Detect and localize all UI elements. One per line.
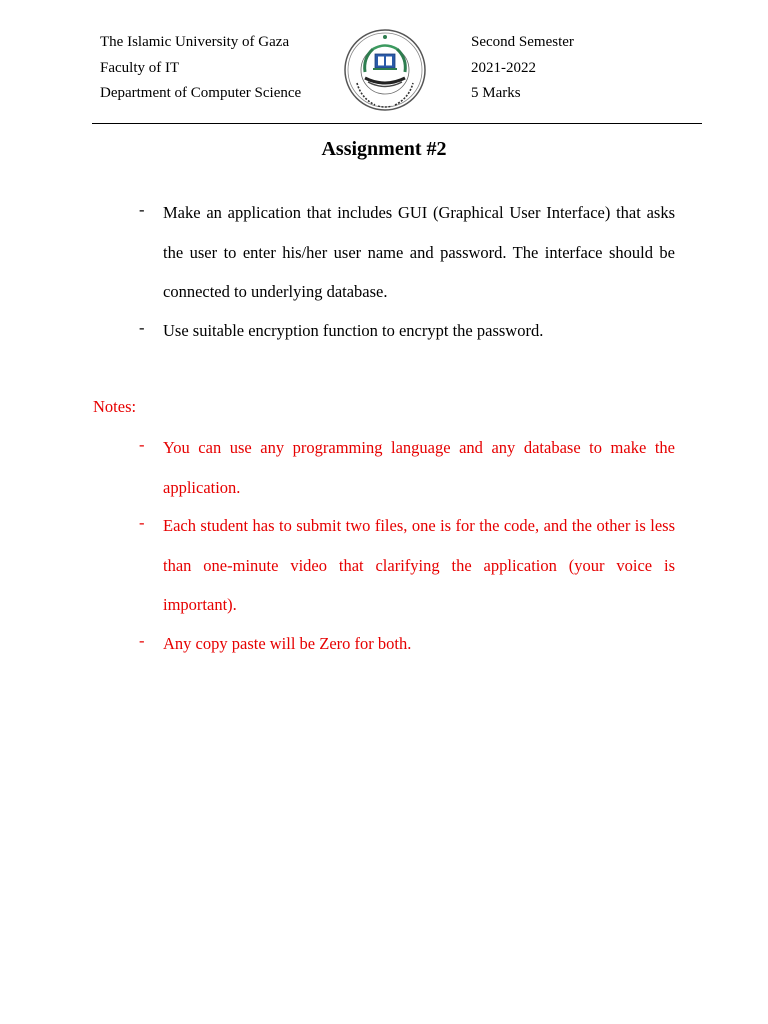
note-item bbox=[139, 428, 679, 508]
header-left bbox=[100, 30, 301, 107]
bullet-dash: - bbox=[139, 435, 145, 454]
university-seal-icon bbox=[343, 28, 427, 112]
note-item bbox=[139, 506, 679, 626]
note-text: Any copy paste will be Zero for both. bbox=[163, 634, 412, 653]
header-right bbox=[471, 30, 574, 107]
note-item bbox=[139, 624, 679, 664]
bullet-dash: - bbox=[139, 200, 145, 219]
requirement-item bbox=[139, 193, 679, 313]
department-name: Department of Computer Science bbox=[100, 85, 302, 101]
note-text: Each student has to submit two files, one is for the code, and the other is less than one-minute video that clarifying the application (your voice is important). bbox=[163, 516, 675, 614]
requirement-text: Make an application that includes GUI (Graphical User Interface) that asks the user to enter his/her user name and password. The interface should be connected to underlying database. bbox=[163, 203, 675, 301]
academic-year: 2021-2022 bbox=[471, 59, 536, 76]
header-divider bbox=[92, 123, 702, 124]
note-text: You can use any programming language and any database to make the application. bbox=[163, 438, 675, 497]
bullet-dash: - bbox=[139, 513, 145, 532]
requirement-item bbox=[139, 311, 679, 351]
marks: 5 Marks bbox=[471, 85, 521, 101]
university-name: The Islamic University of Gaza bbox=[100, 34, 290, 50]
bullet-dash: - bbox=[139, 631, 145, 650]
assignment-title: Assignment #2 bbox=[321, 138, 447, 160]
semester: Second Semester bbox=[471, 34, 574, 50]
notes-label: Notes: bbox=[93, 397, 137, 416]
bullet-dash: - bbox=[139, 318, 145, 337]
requirement-text: Use suitable encryption function to encrypt the password. bbox=[163, 321, 544, 340]
faculty-name: Faculty of IT bbox=[100, 59, 180, 76]
